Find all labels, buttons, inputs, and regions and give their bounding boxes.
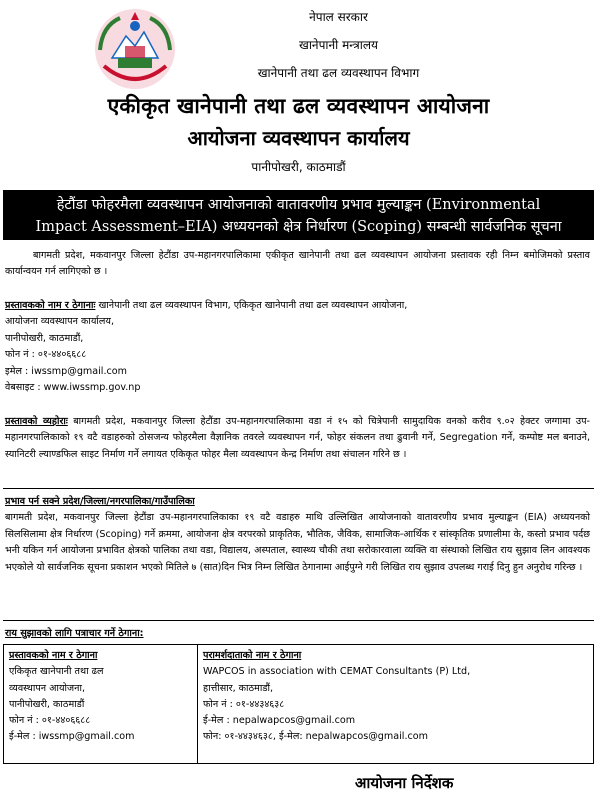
office-title: आयोजना व्यवस्थापन कार्यालय <box>187 126 410 150</box>
office-location: पानीपोखरी, काठमाडौं <box>251 160 346 174</box>
banner-line-1: हेटौंडा फोहरमैला व्यवस्थापन आयोजनाको वातावरणीय प्रभाव मुल्याङ्कन (Environmental <box>56 197 541 213</box>
left-line-1: एकिकृत खानेपानी तथा ढल <box>9 666 104 678</box>
affected-label: प्रभाव पर्न सक्ने प्रदेश/जिल्ला/नगरपालिका/गाउँपालिका <box>5 496 195 507</box>
proponent-line-2: आयोजना व्यवस्थापन कार्यालय, <box>5 316 115 328</box>
right-heading: परामर्शदाताको नाम र ठेगाना <box>203 650 302 661</box>
proponent-label: प्रस्तावकको नाम र ठेगानाः <box>5 300 96 311</box>
left-line-3: पानीपोखरी, काठमाडौं <box>9 698 85 710</box>
affected-area-block <box>5 494 590 576</box>
proponent-email: इमेल : iwssmp@gmail.com <box>5 365 128 377</box>
proponent-contact <box>4 645 198 763</box>
proponent-block <box>5 298 590 396</box>
header-department: खानेपानी तथा ढल व्यवस्थापन विभाग <box>257 66 420 80</box>
project-director-signature: आयोजना निर्देशक <box>355 774 454 792</box>
header-government: नेपाल सरकार <box>309 10 368 24</box>
contact-table <box>3 644 594 764</box>
divider <box>3 620 594 621</box>
correspondence-label: राय सुझावको लागि पत्राचार गर्ने ठेगाना: <box>5 628 144 639</box>
proponent-website: वेबसाइट : www.iwssmp.gov.np <box>5 382 141 394</box>
left-email: ई-मेल : iwssmp@gmail.com <box>9 731 135 743</box>
project-title: एकीकृत खानेपानी तथा ढल व्यवस्थापन आयोजना <box>107 94 490 118</box>
intro-paragraph <box>5 248 590 281</box>
right-email: ई-मेल : nepalwapcos@gmail.com <box>203 715 356 727</box>
divider <box>3 488 594 489</box>
proponent-phone: फोन नं : ०१-४४०६६८८ <box>5 349 87 361</box>
header-ministry: खानेपानी मन्त्रालय <box>299 38 378 52</box>
proposal-text: बागमती प्रदेश, मकवानपुर जिल्ला हेटौंडा उप-महानगरपालिकामा वडा नं १५ को चित्रेपानी सामुदायिक वनको करीव ९.०२ हेक्टर जग्गामा उप-महानगरपालिकाको १९ वटै वडाहरुको ठोसजन्य फोहरमैला वैज्ञानिक तवरले व्यवस्थापन गर्न, फोहर संकलन तथा ढुवानी गर्ने, Segregation गर्ने, कम्पोष्ट मल बनाउने, स्यानिटरी ल्याण्डफिल साइट निर्माण गर्ने लगायत एकिकृत फोहर मैला व्यवस्थापन केन्द्र निर्माण तथा संचालन गरिने छ । <box>5 416 590 460</box>
right-line-2: हात्तीसार, काठमाडौं, <box>203 682 274 694</box>
notice-banner <box>3 190 594 240</box>
right-line-1: WAPCOS in association with CEMAT Consultants (P) Ltd, <box>203 666 471 678</box>
left-line-2: व्यवस्थापन आयोजना, <box>9 682 85 694</box>
proponent-line-1: खानेपानी तथा ढल व्यवस्थापन विभाग, एकिकृत खानेपानी तथा ढल व्यवस्थापन आयोजना, <box>98 300 408 311</box>
consultant-contact <box>198 645 593 763</box>
banner-line-2: Impact Assessment–EIA) अध्ययनको क्षेत्र निर्धारण (Scoping) सम्बन्धी सार्वजनिक सूचना <box>35 219 562 235</box>
affected-text: बागमती प्रदेश, मकवानपुर जिल्ला हेटौंडा उप-महानगरपालिकाका १९ वटै वडाहरु माथि उल्लिखित आयोजनाको वातावरणीय प्रभाव मुल्याङ्कन (EIA) अध्ययनको सिलसिलामा क्षेत्र निर्धारण (Scoping) गर्ने क्रममा, आयोजना क्षेत्र वरपरको प्राकृतिक, भौतिक, जैविक, सामाजिक-आर्थिक र सांस्कृतिक प्रणालीमा के, कस्तो प्रभाव पर्दछ भनी यकिन गर्न आयोजना प्रभावित क्षेत्रको पालिका तथा वडा, विद्यालय, अस्पताल, स्वास्थ्य चौकी तथा सरोकारवाला व्यक्ति वा संस्थाको लिखित राय सुझाव लिन आवश्यक भएकोले यो सार्वजनिक सूचना प्रकाशन भएको मितिले ७ (सात)दिन भित्र निम्न लिखित ठेगानामा आईपुग्ने गरी लिखित राय सुझाव उपलब्ध गराई दिनु हुन अनुरोध गरिन्छ । <box>5 512 590 573</box>
left-phone: फोन नं : ०१-४४०६६८८ <box>9 715 91 727</box>
right-phone-email: फोन: ०१-४४३४६३८, ई-मेल: nepalwapcos@gmail.com <box>203 731 428 743</box>
correspondence-section <box>5 626 590 642</box>
intro-text: बागमती प्रदेश, मकवानपुर जिल्ला हेटौंडा उप-महानगरपालिकामा एकीकृत खानेपानी तथा ढल व्यवस्थापन आयोजना प्रस्तावक रही निम्न बमोजिमको प्रस्ताव कार्यान्वयन गर्न लागिएको छ । <box>5 250 590 278</box>
left-heading: प्रस्तावकको नाम र ठेगाना <box>9 650 98 661</box>
proposal-block <box>5 414 590 463</box>
proponent-line-3: पानीपोखरी, काठमाडौं, <box>5 332 84 344</box>
right-phone: फोन नं : ०१-४४३४६३८ <box>203 698 285 710</box>
proposal-label: प्रस्तावको व्यहोराः <box>5 416 68 427</box>
